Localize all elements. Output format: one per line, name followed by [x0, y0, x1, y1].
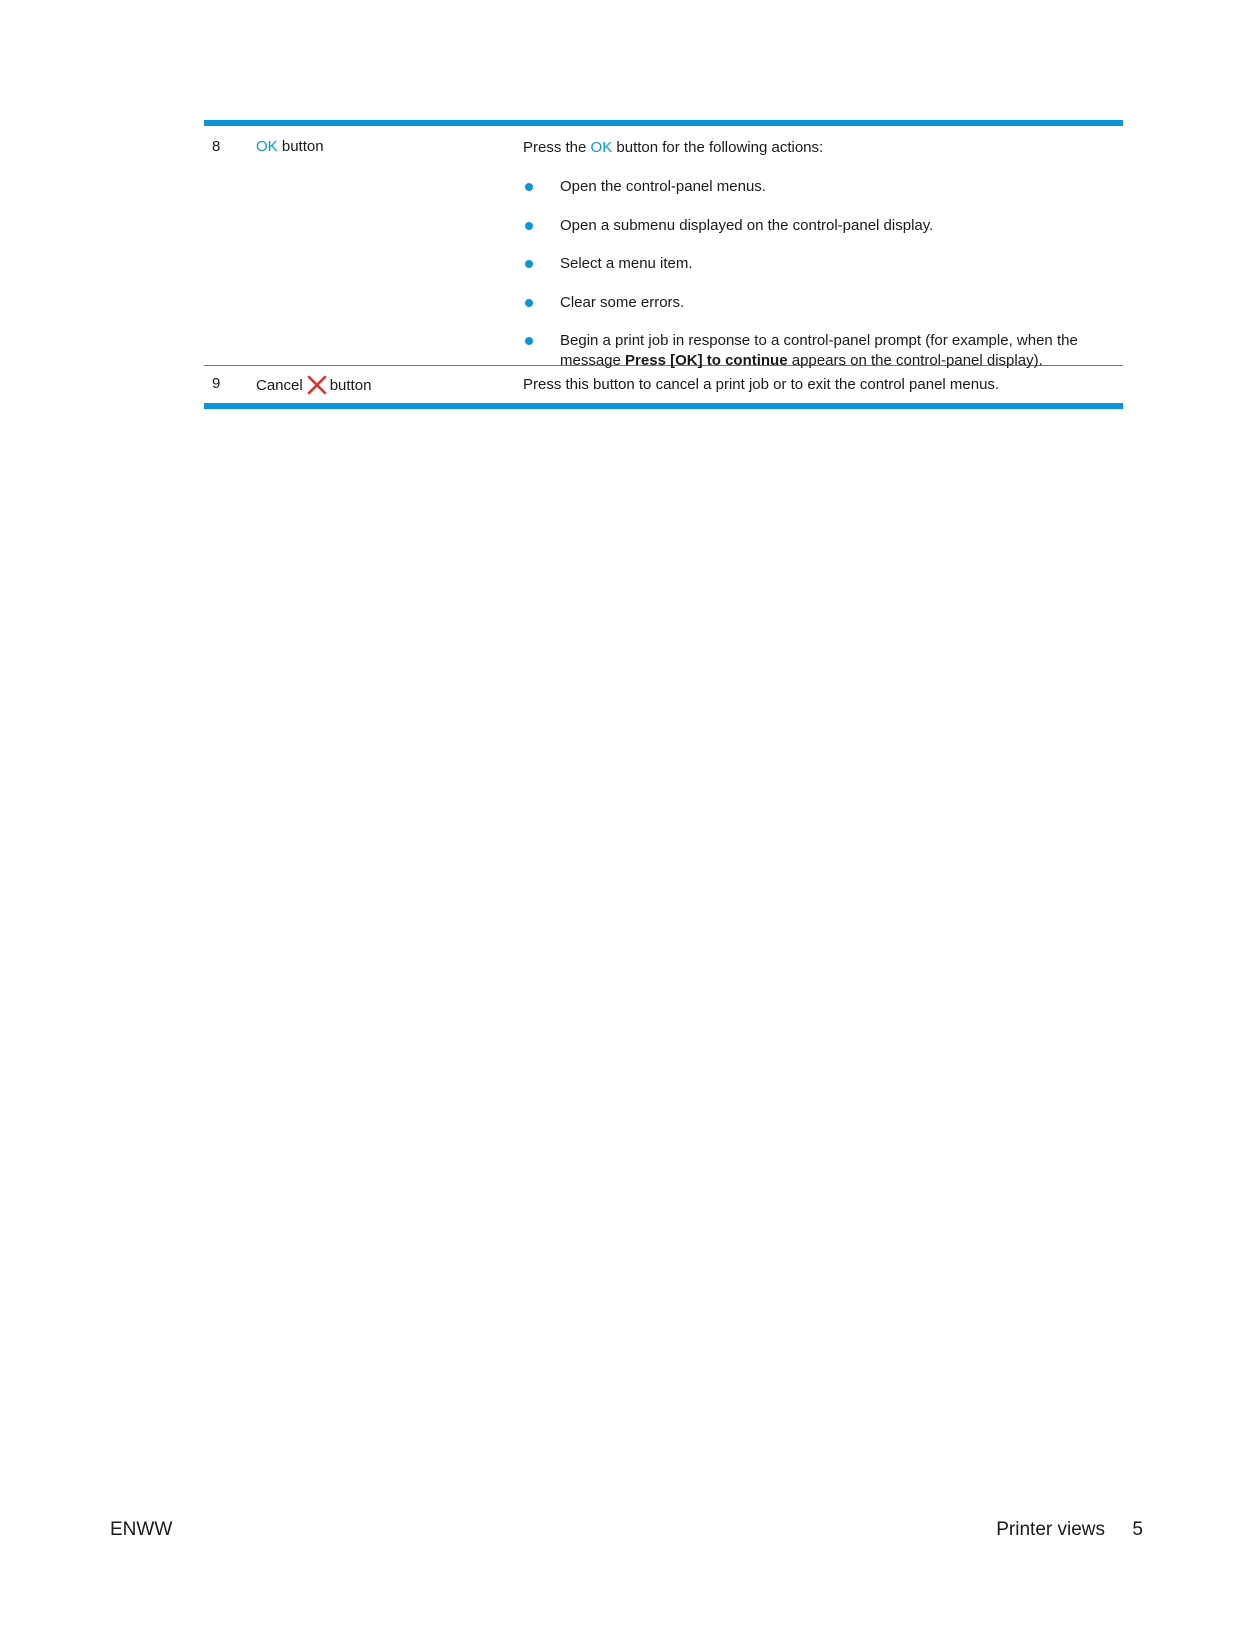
list-item — [523, 216, 1113, 236]
bullet-icon — [525, 337, 533, 345]
footer-section-title: Printer views — [996, 1519, 1105, 1540]
table-row — [204, 366, 1123, 403]
row-number: 9 — [212, 375, 221, 392]
cancel-x-icon — [307, 375, 327, 395]
list-item — [523, 331, 1113, 370]
cancel-label: Cancel — [256, 377, 303, 394]
bullet-icon — [525, 183, 533, 191]
list-item-text-end: appears on the control-panel display). — [787, 351, 1043, 369]
intro-text-end: button for the following actions: — [612, 139, 824, 156]
actions-list — [523, 177, 1113, 370]
bullet-icon — [525, 222, 533, 230]
prompt-message: Press [OK] to continue — [625, 351, 788, 369]
intro-text: Press the — [523, 139, 591, 156]
list-item-text: Open the control-panel menus. — [560, 178, 766, 195]
row-description — [523, 138, 1113, 370]
row-number: 8 — [212, 138, 221, 155]
bullet-icon — [525, 260, 533, 268]
list-item — [523, 177, 1113, 197]
bullet-icon — [525, 299, 533, 307]
list-item-text: Clear some errors. — [560, 293, 685, 311]
control-panel-table — [204, 120, 1123, 409]
intro-accent: OK — [590, 139, 613, 156]
ok-label-accent: OK — [256, 138, 278, 155]
footer-doc-code: ENWW — [110, 1519, 173, 1540]
description-intro — [523, 138, 1113, 158]
list-item — [523, 254, 1113, 274]
table-row — [204, 126, 1123, 369]
list-item-text: Select a menu item. — [560, 255, 693, 272]
footer-page-number: 5 — [1132, 1519, 1143, 1540]
list-item-text: Open a submenu displayed on the control-panel display. — [560, 216, 934, 234]
table-bottom-rule — [204, 403, 1123, 409]
row-label — [256, 375, 371, 395]
row-label — [256, 138, 324, 155]
list-item — [523, 293, 1113, 313]
list-item-text: Begin a print job in response to a control-panel prompt (for example, when the message — [560, 332, 1078, 369]
row-description: Press this button to cancel a print job or to exit the control panel menus. — [523, 376, 1000, 393]
cancel-label-rest: button — [329, 377, 372, 394]
ok-label-rest: button — [277, 138, 324, 155]
